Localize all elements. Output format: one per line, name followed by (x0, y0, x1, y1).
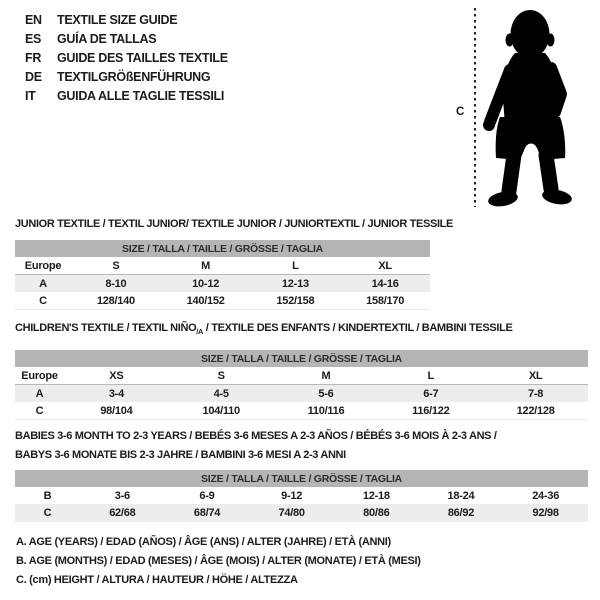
size-header-cell: SIZE / TALLA / TAILLE / GRÖSSE / TAGLIA (15, 350, 588, 367)
table-cell: XL (340, 257, 430, 275)
table-cell: 110/116 (307, 404, 345, 417)
table-cell: 3-4 (64, 385, 169, 403)
children-section-heading (15, 322, 512, 335)
children-heading-post: / TEXTILE DES ENFANTS / KINDERTEXTIL / BAMBINI TESSILE (203, 322, 513, 334)
language-list (25, 11, 228, 105)
table-cell: 6-7 (378, 385, 483, 403)
row-label: Europe (15, 257, 71, 275)
table-cell: 128/140 (96, 294, 135, 307)
children-size-table (15, 350, 588, 420)
junior-size-table (15, 240, 430, 310)
table-cell: 9-12 (281, 489, 303, 502)
table-row-age (15, 275, 430, 293)
row-label: C (35, 404, 44, 417)
size-header-row (15, 240, 430, 257)
table-cell: 158/170 (366, 294, 405, 307)
language-row-en (25, 11, 228, 30)
size-header-row (15, 350, 588, 367)
size-header-row (15, 470, 588, 487)
language-code: FR (25, 50, 42, 65)
table-cell: 12-13 (251, 275, 341, 293)
babies-heading-line1: BABIES 3-6 MONTH TO 2-3 YEARS / BEBÉS 3-6 MESES A 2-3 AÑOS / BÉBÉS 3-6 MOIS À 2-3 ANS / (15, 430, 497, 442)
table-cell: 3-6 (114, 489, 130, 502)
language-row-es (25, 30, 228, 49)
legend-notes (16, 533, 421, 590)
language-title: TEXTILE SIZE GUIDE (57, 13, 178, 28)
language-code: IT (25, 88, 36, 103)
babies-section-heading (15, 427, 497, 465)
note-age-years: A. AGE (YEARS) / EDAD (AÑOS) / ÂGE (ANS) / ALTER (JAHRE) / ETÀ (ANNI) (16, 536, 391, 548)
table-cell: S (169, 367, 274, 385)
height-measure-label: C (456, 106, 465, 118)
table-cell: 74/80 (249, 504, 334, 522)
size-header-cell: SIZE / TALLA / TAILLE / GRÖSSE / TAGLIA (15, 240, 430, 257)
language-code: EN (25, 13, 42, 28)
table-row-height (15, 292, 430, 310)
table-row-europe (15, 367, 588, 385)
table-cell: 14-16 (340, 275, 430, 293)
table-cell: 116/122 (412, 404, 450, 417)
row-label: C (39, 294, 47, 307)
table-cell: 92/98 (503, 504, 588, 522)
junior-section-heading: JUNIOR TEXTILE / TEXTIL JUNIOR/ TEXTILE JUNIOR / JUNIORTEXTIL / JUNIOR TESSILE (15, 218, 454, 230)
table-cell: 7-8 (483, 385, 588, 403)
language-row-it (25, 86, 228, 105)
table-row-age (15, 385, 588, 403)
size-header-cell: SIZE / TALLA / TAILLE / GRÖSSE / TAGLIA (15, 470, 588, 487)
height-dotted-line (474, 8, 476, 207)
row-label: C (15, 504, 80, 522)
table-cell: L (251, 257, 341, 275)
table-cell: 5-6 (274, 385, 379, 403)
table-cell: 24-36 (532, 489, 560, 502)
table-cell: 62/68 (80, 504, 165, 522)
table-cell: 4-5 (169, 385, 274, 403)
table-cell: 68/74 (165, 504, 250, 522)
table-cell: XL (483, 367, 588, 385)
table-cell: 8-10 (71, 275, 161, 293)
table-cell: 80/86 (334, 504, 419, 522)
row-label: Europe (15, 367, 64, 385)
table-cell: L (378, 367, 483, 385)
note-height-cm: C. (cm) HEIGHT / ALTURA / HAUTEUR / HÖHE / ALTEZZA (16, 574, 298, 586)
row-label: A (15, 385, 64, 403)
table-row-height (15, 504, 588, 522)
table-cell: 98/104 (100, 404, 133, 417)
language-row-de (25, 67, 228, 86)
table-cell: 122/128 (516, 404, 555, 417)
table-cell: 10-12 (161, 275, 251, 293)
table-cell: S (71, 257, 161, 275)
table-row-months (15, 487, 588, 504)
table-row-height (15, 402, 588, 420)
table-cell: 140/152 (186, 294, 225, 307)
language-title: GUIDE DES TAILLES TEXTILE (57, 50, 228, 65)
row-label: A (15, 275, 71, 293)
baby-silhouette-icon (481, 5, 595, 211)
children-heading-pre: CHILDREN'S TEXTILE / TEXTIL NIÑO (15, 322, 197, 334)
language-code: ES (25, 32, 42, 47)
table-cell: 18-24 (447, 489, 475, 502)
table-cell: M (161, 257, 251, 275)
babies-heading-line2: BABYS 3-6 MONATE BIS 2-3 JAHRE / BAMBINI 3-6 MESI A 2-3 ANNI (15, 449, 346, 461)
children-heading-subscript: /A (196, 326, 204, 336)
language-code: DE (25, 69, 42, 84)
table-cell: 86/92 (419, 504, 504, 522)
language-row-fr (25, 49, 228, 68)
row-label: B (43, 489, 52, 502)
note-age-months: B. AGE (MONTHS) / EDAD (MESES) / ÂGE (MOIS) / ALTER (MONATE) / ETÀ (MESI) (16, 555, 421, 567)
table-cell: 104/110 (202, 404, 240, 417)
table-cell: 12-18 (362, 489, 390, 502)
babies-size-table (15, 470, 588, 522)
table-cell: 152/158 (276, 294, 315, 307)
table-row-europe (15, 257, 430, 275)
language-title: GUIDA ALLE TAGLIE TESSILI (57, 88, 225, 103)
table-cell: XS (64, 367, 169, 385)
language-title: TEXTILGRÖßENFÜHRUNG (57, 69, 211, 84)
table-cell: M (274, 367, 379, 385)
language-title: GUÍA DE TALLAS (57, 32, 157, 47)
table-cell: 6-9 (199, 489, 215, 502)
